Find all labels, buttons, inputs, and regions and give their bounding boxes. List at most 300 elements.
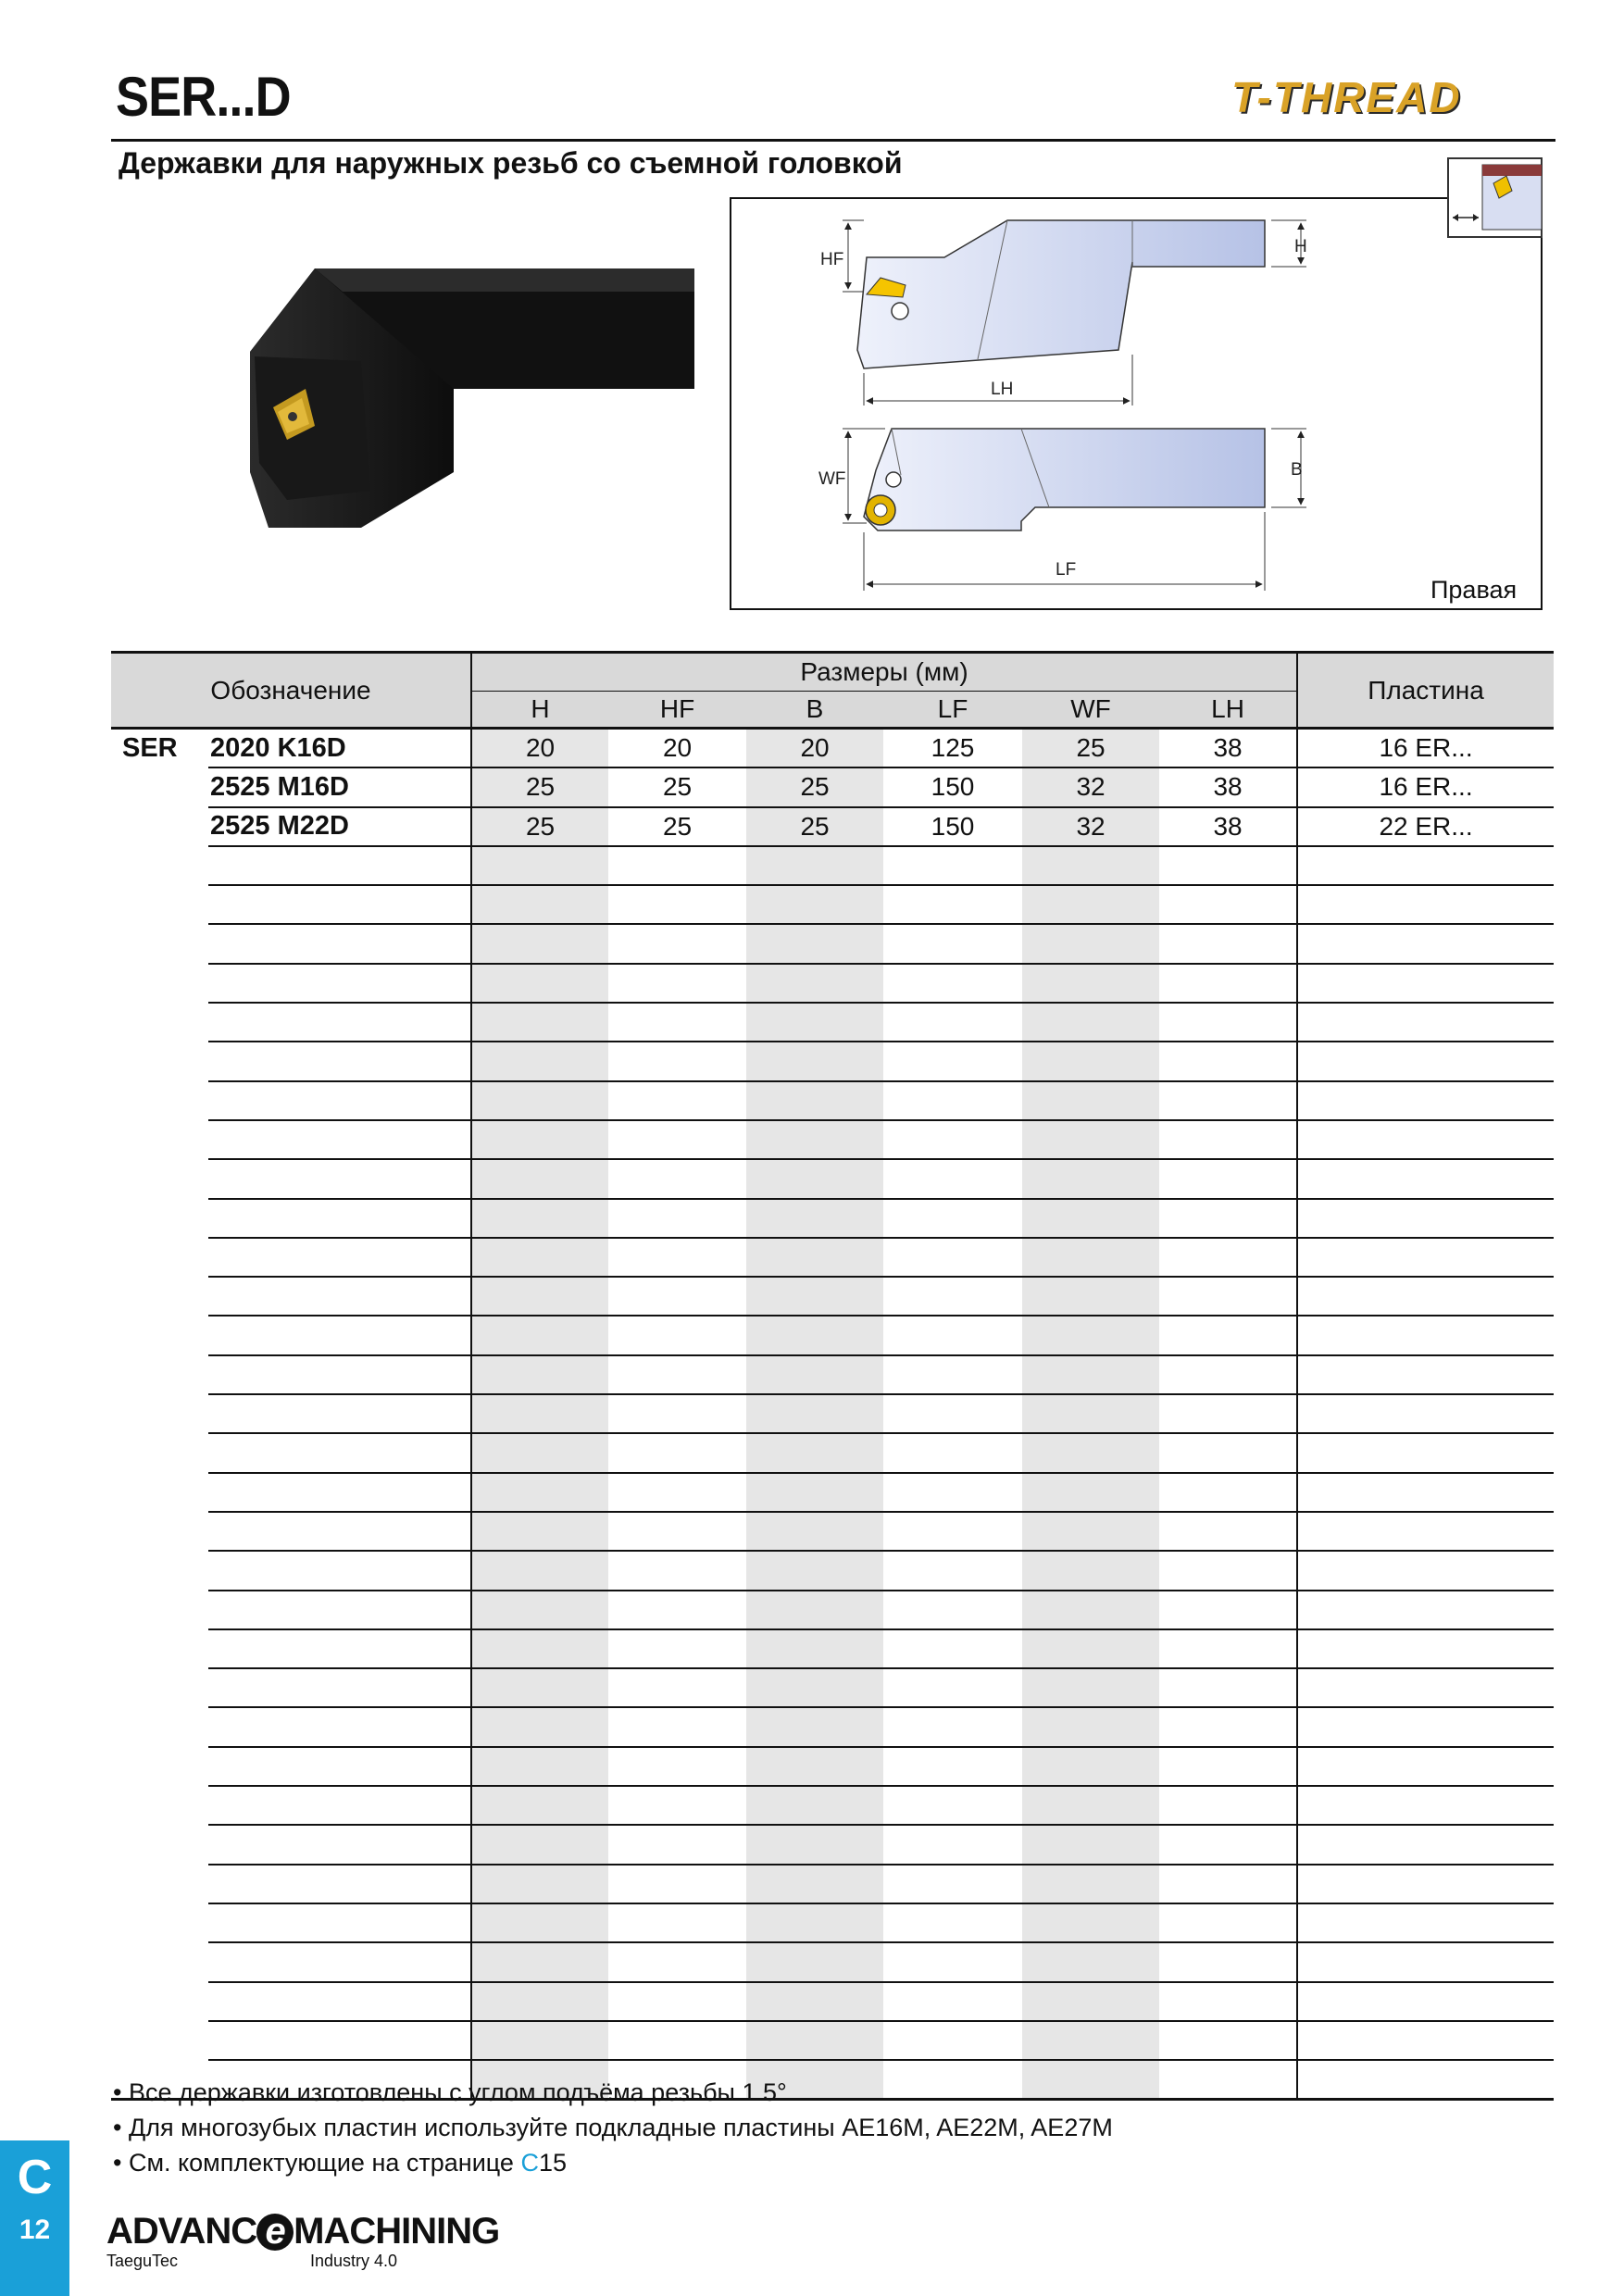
designation-cell	[208, 2021, 471, 2060]
dimension-wf-cell	[1022, 2060, 1159, 2100]
dimension-hf-cell	[608, 1825, 746, 1864]
table-row	[111, 729, 1554, 768]
dimension-h-cell	[471, 1081, 608, 1120]
dimension-hf-cell	[608, 885, 746, 924]
dimension-lh-cell	[1159, 1277, 1297, 1316]
designation-cell: 2020 K16D	[208, 729, 471, 768]
dimension-lh-cell	[1159, 1551, 1297, 1590]
dimension-hf-cell	[608, 1786, 746, 1825]
dimension-wf-cell	[1022, 1786, 1159, 1825]
dimension-lh-cell	[1159, 1786, 1297, 1825]
dimension-h-cell	[471, 885, 608, 924]
insert-cell	[1297, 1668, 1554, 1707]
dimension-hf-cell	[608, 1120, 746, 1159]
dimension-h-cell	[471, 1042, 608, 1080]
brand-logo: T-THREAD	[1231, 73, 1462, 121]
insert-cell	[1297, 1120, 1554, 1159]
designation-cell	[208, 1786, 471, 1825]
column-header-designation: Обозначение	[111, 653, 471, 729]
series-prefix	[111, 1081, 208, 1120]
dimension-b-cell	[746, 1003, 883, 1042]
column-header-hf: HF	[608, 692, 746, 729]
series-prefix	[111, 1355, 208, 1394]
dimension-lf-cell	[883, 1316, 1022, 1354]
dimension-b-cell	[746, 1512, 883, 1551]
dimension-b-cell	[746, 964, 883, 1003]
designation-cell	[208, 1825, 471, 1864]
dimension-b-cell	[746, 1042, 883, 1080]
dimension-lh-cell	[1159, 1316, 1297, 1354]
dimension-wf-cell	[1022, 1238, 1159, 1277]
series-prefix	[111, 1942, 208, 1981]
footer-logo-part1: ADVANC	[106, 2211, 257, 2252]
dim-label-lf: LF	[1056, 560, 1077, 580]
dimension-h-cell	[471, 1865, 608, 1903]
dimension-lh-cell	[1159, 1982, 1297, 2021]
dim-label-h: H	[1294, 237, 1307, 256]
designation-cell	[208, 1551, 471, 1590]
dimension-wf-cell	[1022, 1394, 1159, 1433]
dimension-lh-cell	[1159, 1120, 1297, 1159]
tool-holder-photo	[231, 250, 694, 555]
footer-logo-part2: MACHINING	[294, 2211, 500, 2252]
insert-cell: 16 ER...	[1297, 767, 1554, 806]
dimension-b-cell	[746, 1942, 883, 1981]
designation-cell	[208, 846, 471, 885]
designation-cell	[208, 1512, 471, 1551]
column-header-b: B	[746, 692, 883, 729]
designation-cell	[208, 1199, 471, 1238]
series-prefix	[111, 1199, 208, 1238]
column-header-lf: LF	[883, 692, 1022, 729]
dimension-hf-cell	[608, 1865, 746, 1903]
dimension-lf-cell	[883, 1159, 1022, 1198]
table-row	[111, 1277, 1554, 1316]
dimension-lh-cell	[1159, 2060, 1297, 2100]
table-row	[111, 1747, 1554, 1786]
table-row	[111, 1629, 1554, 1668]
dimension-hf-cell	[608, 1707, 746, 1746]
dimension-lf-cell	[883, 1707, 1022, 1746]
dimension-h-cell	[471, 1238, 608, 1277]
table-row	[111, 1238, 1554, 1277]
designation-cell	[208, 1120, 471, 1159]
insert-cell	[1297, 1003, 1554, 1042]
series-prefix	[111, 1982, 208, 2021]
dimension-lf-cell	[883, 1942, 1022, 1981]
dimension-lh-cell	[1159, 1591, 1297, 1629]
dimension-lf-cell	[883, 2021, 1022, 2060]
column-header-insert: Пластина	[1297, 653, 1554, 729]
insert-cell	[1297, 1942, 1554, 1981]
dimension-wf-cell	[1022, 1473, 1159, 1512]
dimension-lh-cell	[1159, 1199, 1297, 1238]
page-title: SER...D	[116, 66, 291, 128]
dimension-lh-cell	[1159, 1825, 1297, 1864]
footer-logo-e: e	[256, 2214, 294, 2251]
dimension-hf-cell	[608, 1355, 746, 1394]
dimension-h-cell	[471, 1277, 608, 1316]
series-prefix	[111, 1512, 208, 1551]
dimension-lf-cell	[883, 1825, 1022, 1864]
note-accessories-text: • См. комплектующие на странице	[113, 2149, 514, 2177]
series-prefix	[111, 1629, 208, 1668]
dim-label-lh: LH	[991, 380, 1014, 399]
dimension-b-cell	[746, 1394, 883, 1433]
table-row	[111, 1786, 1554, 1825]
dimension-lh-cell	[1159, 1433, 1297, 1472]
table-row	[111, 1942, 1554, 1981]
table-row	[111, 1512, 1554, 1551]
dimension-lf-cell	[883, 1081, 1022, 1120]
dimension-hf-cell: 25	[608, 767, 746, 806]
dimension-lh-cell	[1159, 1355, 1297, 1394]
insert-cell	[1297, 1512, 1554, 1551]
designation-cell	[208, 1865, 471, 1903]
dimension-lh-cell	[1159, 1629, 1297, 1668]
insert-cell: 22 ER...	[1297, 807, 1554, 846]
dimension-lf-cell	[883, 1277, 1022, 1316]
dimension-hf-cell	[608, 1316, 746, 1354]
dimension-hf-cell	[608, 1512, 746, 1551]
section-letter: C	[17, 2151, 53, 2204]
table-row	[111, 1081, 1554, 1120]
dimension-diagram	[730, 197, 1543, 610]
dimension-h-cell	[471, 1199, 608, 1238]
table-row	[111, 1591, 1554, 1629]
dimension-b-cell	[746, 924, 883, 963]
dimension-hf-cell	[608, 1629, 746, 1668]
designation-cell	[208, 964, 471, 1003]
designation-cell	[208, 1003, 471, 1042]
dimension-wf-cell	[1022, 1512, 1159, 1551]
table-row	[111, 1433, 1554, 1472]
dimension-h-cell	[471, 1903, 608, 1942]
page-ref-letter[interactable]: C	[520, 2149, 539, 2177]
series-prefix	[111, 1747, 208, 1786]
dimension-wf-cell	[1022, 1003, 1159, 1042]
dimension-wf-cell	[1022, 1433, 1159, 1472]
dimension-hf-cell	[608, 1903, 746, 1942]
column-header-h: H	[471, 692, 608, 729]
dimension-wf-cell	[1022, 1159, 1159, 1198]
insert-cell	[1297, 1355, 1554, 1394]
dimension-lf-cell	[883, 1433, 1022, 1472]
designation-cell	[208, 1668, 471, 1707]
dimension-b-cell	[746, 1707, 883, 1746]
dimension-b-cell: 25	[746, 807, 883, 846]
insert-cell	[1297, 1394, 1554, 1433]
designation-cell	[208, 1238, 471, 1277]
dimension-wf-cell	[1022, 1081, 1159, 1120]
dimension-b-cell	[746, 1982, 883, 2021]
dimension-hf-cell	[608, 1747, 746, 1786]
designation-cell	[208, 1159, 471, 1198]
dimension-h-cell	[471, 1433, 608, 1472]
dimension-wf-cell: 32	[1022, 807, 1159, 846]
dimension-lh-cell	[1159, 885, 1297, 924]
series-prefix	[111, 885, 208, 924]
dimension-b-cell: 20	[746, 729, 883, 768]
designation-cell	[208, 1747, 471, 1786]
dimension-h-cell	[471, 1394, 608, 1433]
insert-cell	[1297, 1238, 1554, 1277]
insert-cell	[1297, 1316, 1554, 1354]
series-prefix	[111, 767, 208, 806]
table-row	[111, 1394, 1554, 1433]
dimension-lh-cell	[1159, 1473, 1297, 1512]
dimension-wf-cell	[1022, 1277, 1159, 1316]
table-row	[111, 1042, 1554, 1080]
series-prefix	[111, 807, 208, 846]
dimension-h-cell: 25	[471, 807, 608, 846]
dimension-hf-cell	[608, 1433, 746, 1472]
dimension-b-cell	[746, 1316, 883, 1354]
dimension-hf-cell	[608, 1159, 746, 1198]
page-subtitle: Державки для наружных резьб со съемной головкой	[119, 146, 903, 180]
dimension-lf-cell	[883, 1591, 1022, 1629]
insert-cell	[1297, 1591, 1554, 1629]
designation-cell	[208, 1903, 471, 1942]
dimension-lh-cell	[1159, 1512, 1297, 1551]
hand-label: Правая	[1430, 576, 1518, 604]
insert-cell: 16 ER...	[1297, 729, 1554, 768]
designation-cell	[208, 1277, 471, 1316]
series-prefix	[111, 2021, 208, 2060]
dimension-lh-cell	[1159, 846, 1297, 885]
table-row	[111, 807, 1554, 846]
insert-cell	[1297, 2060, 1554, 2100]
dimension-b-cell	[746, 1825, 883, 1864]
dimension-b-cell	[746, 1433, 883, 1472]
dimension-wf-cell	[1022, 1316, 1159, 1354]
insert-cell	[1297, 924, 1554, 963]
series-prefix	[111, 1120, 208, 1159]
dimension-lf-cell	[883, 1903, 1022, 1942]
dimension-h-cell	[471, 846, 608, 885]
dimension-hf-cell	[608, 1982, 746, 2021]
insert-cell	[1297, 1786, 1554, 1825]
dimension-h-cell	[471, 1982, 608, 2021]
dimension-lf-cell	[883, 846, 1022, 885]
dimension-h-cell	[471, 1668, 608, 1707]
dimension-hf-cell	[608, 2021, 746, 2060]
dimension-wf-cell	[1022, 846, 1159, 885]
dimension-hf-cell	[608, 846, 746, 885]
designation-cell: 2525 M22D	[208, 807, 471, 846]
designation-cell	[208, 924, 471, 963]
table-row	[111, 1316, 1554, 1354]
dimension-b-cell	[746, 1238, 883, 1277]
dimension-b-cell	[746, 1591, 883, 1629]
specification-table	[111, 651, 1554, 2101]
table-row	[111, 846, 1554, 885]
dimension-lf-cell	[883, 1786, 1022, 1825]
dimension-h-cell	[471, 1747, 608, 1786]
dimension-h-cell	[471, 1159, 608, 1198]
dimension-hf-cell	[608, 1199, 746, 1238]
series-prefix	[111, 846, 208, 885]
dimension-wf-cell	[1022, 1668, 1159, 1707]
table-row	[111, 1355, 1554, 1394]
dimension-h-cell	[471, 1003, 608, 1042]
dimension-lh-cell	[1159, 1081, 1297, 1120]
dimension-b-cell	[746, 885, 883, 924]
dimension-hf-cell	[608, 1081, 746, 1120]
table-row	[111, 2021, 1554, 2060]
dimension-lh-cell	[1159, 1707, 1297, 1746]
insert-cell	[1297, 885, 1554, 924]
dimension-lf-cell	[883, 1199, 1022, 1238]
table-row	[111, 1159, 1554, 1198]
dimension-lh-cell: 38	[1159, 767, 1297, 806]
footer-logo-company: TaeguTec	[106, 2252, 179, 2270]
dimension-wf-cell	[1022, 1355, 1159, 1394]
dimension-h-cell	[471, 1551, 608, 1590]
dim-label-hf: HF	[820, 250, 844, 269]
dimension-b-cell	[746, 1629, 883, 1668]
dimension-lh-cell	[1159, 1159, 1297, 1198]
dimension-b-cell	[746, 1786, 883, 1825]
dimension-b-cell	[746, 1865, 883, 1903]
dimension-lh-cell	[1159, 924, 1297, 963]
insert-cell	[1297, 1707, 1554, 1746]
dimension-h-cell	[471, 964, 608, 1003]
dimension-b-cell	[746, 1355, 883, 1394]
dimension-wf-cell	[1022, 1199, 1159, 1238]
table-row	[111, 964, 1554, 1003]
dimension-lh-cell	[1159, 1003, 1297, 1042]
dimension-b-cell	[746, 1903, 883, 1942]
table-row	[111, 1865, 1554, 1903]
page-number: 12	[19, 2215, 51, 2245]
dimension-hf-cell	[608, 1042, 746, 1080]
dimension-lf-cell	[883, 1512, 1022, 1551]
column-header-lh: LH	[1159, 692, 1297, 729]
table-row	[111, 1551, 1554, 1590]
dimension-lh-cell	[1159, 2021, 1297, 2060]
table-row	[111, 924, 1554, 963]
insert-cell	[1297, 846, 1554, 885]
series-prefix	[111, 1903, 208, 1942]
table-row	[111, 767, 1554, 806]
column-header-dimensions: Размеры (мм)	[471, 653, 1297, 692]
designation-cell	[208, 885, 471, 924]
insert-cell	[1297, 1159, 1554, 1198]
dimension-lh-cell: 38	[1159, 729, 1297, 768]
dimension-lf-cell	[883, 1120, 1022, 1159]
dimension-lf-cell: 150	[883, 767, 1022, 806]
dimension-h-cell	[471, 1707, 608, 1746]
series-prefix	[111, 1238, 208, 1277]
dimension-wf-cell	[1022, 1825, 1159, 1864]
insert-cell	[1297, 1825, 1554, 1864]
designation-cell	[208, 1473, 471, 1512]
dimension-h-cell	[471, 924, 608, 963]
note-accessories	[113, 2149, 567, 2177]
designation-cell	[208, 1394, 471, 1433]
table-row	[111, 1707, 1554, 1746]
dimension-wf-cell	[1022, 2021, 1159, 2060]
column-header-wf: WF	[1022, 692, 1159, 729]
dimension-hf-cell	[608, 924, 746, 963]
designation-cell: 2525 M16D	[208, 767, 471, 806]
designation-cell	[208, 1942, 471, 1981]
series-prefix	[111, 1668, 208, 1707]
page-ref-number[interactable]: 15	[538, 2149, 568, 2177]
dimension-wf-cell	[1022, 1120, 1159, 1159]
series-prefix: SER	[122, 733, 178, 764]
insert-cell	[1297, 1277, 1554, 1316]
dimension-b-cell	[746, 1159, 883, 1198]
dim-label-wf: WF	[818, 469, 846, 489]
dimension-h-cell	[471, 1825, 608, 1864]
insert-cell	[1297, 1551, 1554, 1590]
insert-cell	[1297, 2021, 1554, 2060]
dimension-lh-cell	[1159, 1747, 1297, 1786]
dimension-hf-cell	[608, 1551, 746, 1590]
series-prefix	[111, 1591, 208, 1629]
dimension-wf-cell	[1022, 1591, 1159, 1629]
insert-cell	[1297, 1903, 1554, 1942]
series-prefix	[111, 1473, 208, 1512]
table-row	[111, 885, 1554, 924]
dimension-lh-cell	[1159, 1042, 1297, 1080]
dimension-hf-cell	[608, 1238, 746, 1277]
dimension-h-cell	[471, 1591, 608, 1629]
dimension-lf-cell	[883, 1473, 1022, 1512]
series-prefix	[111, 1042, 208, 1080]
dimension-wf-cell	[1022, 1707, 1159, 1746]
series-prefix	[111, 1825, 208, 1864]
dim-label-b: B	[1291, 460, 1303, 480]
dimension-b-cell: 25	[746, 767, 883, 806]
insert-cell	[1297, 1081, 1554, 1120]
series-prefix	[111, 924, 208, 963]
dimension-lf-cell	[883, 964, 1022, 1003]
table-row	[111, 1199, 1554, 1238]
series-prefix	[111, 1316, 208, 1354]
dimension-wf-cell	[1022, 1982, 1159, 2021]
dimension-lf-cell	[883, 1003, 1022, 1042]
dimension-h-cell: 25	[471, 767, 608, 806]
dimension-lf-cell	[883, 2060, 1022, 2100]
dimension-lh-cell	[1159, 1394, 1297, 1433]
dimension-hf-cell	[608, 1394, 746, 1433]
table-row	[111, 1120, 1554, 1159]
dimension-wf-cell	[1022, 885, 1159, 924]
series-prefix	[111, 1159, 208, 1198]
designation-cell	[208, 1629, 471, 1668]
dimension-b-cell	[746, 1747, 883, 1786]
dimension-b-cell	[746, 846, 883, 885]
dimension-lf-cell	[883, 1747, 1022, 1786]
dimension-lh-cell	[1159, 1668, 1297, 1707]
insert-cell	[1297, 1982, 1554, 2021]
dimension-b-cell	[746, 1120, 883, 1159]
dimension-hf-cell	[608, 1591, 746, 1629]
dimension-hf-cell	[608, 1942, 746, 1981]
dimension-b-cell	[746, 1551, 883, 1590]
dimension-b-cell	[746, 2021, 883, 2060]
dimension-h-cell	[471, 1473, 608, 1512]
dimension-h-cell	[471, 1120, 608, 1159]
dimension-hf-cell	[608, 1668, 746, 1707]
dimension-h-cell	[471, 1786, 608, 1825]
dimension-wf-cell: 25	[1022, 729, 1159, 768]
note-shim-plates: • Для многозубых пластин используйте подкладные пластины AE16M, AE22M, AE27M	[113, 2114, 1113, 2141]
dimension-lf-cell	[883, 1982, 1022, 2021]
